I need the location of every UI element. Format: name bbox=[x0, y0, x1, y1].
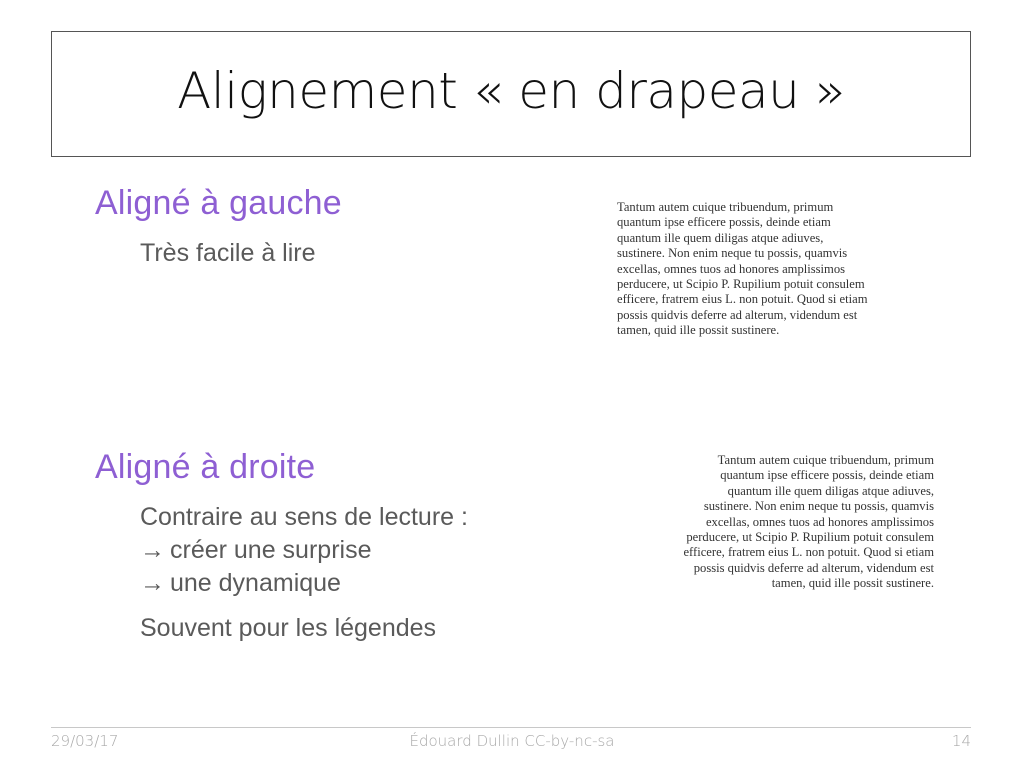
left-aligned-sample-paragraph bbox=[617, 200, 927, 339]
sample-line: quantum ille quem diligas atque adiuves, bbox=[617, 230, 824, 245]
sample-line: possis quidvis deferre ad alterum, videndum est bbox=[617, 307, 858, 322]
dynamic-text: une dynamique bbox=[170, 569, 341, 597]
sample-line: perducere, ut Scipio P. Rupilium potuit consulem bbox=[686, 530, 934, 545]
sample-line: Tantum autem cuique tribuendum, primum bbox=[717, 453, 934, 467]
sample-line: quantum ille quem diligas atque adiuves, bbox=[727, 483, 934, 498]
heading-right-aligned: Aligné à droite bbox=[95, 448, 316, 486]
description-line-dynamic bbox=[140, 567, 468, 600]
heading-left-aligned: Aligné à gauche bbox=[95, 184, 342, 222]
surprise-text: créer une surprise bbox=[170, 536, 372, 564]
sample-line: tamen, quid ille possit sustinere. bbox=[771, 576, 934, 591]
sample-line: quantum ipse efficere possis, deinde etiam bbox=[720, 468, 934, 483]
footer-divider bbox=[51, 727, 971, 728]
sample-line: possis quidvis deferre ad alterum, videndum est bbox=[693, 560, 934, 575]
slide-title: Alignement « en drapeau » bbox=[177, 62, 845, 120]
title-box bbox=[51, 31, 971, 157]
sample-line: quantum ipse efficere possis, deinde etiam bbox=[617, 215, 831, 230]
sample-line: efficere, fratrem eius L. non potuit. Quod si etiam bbox=[683, 545, 934, 560]
sample-line: excellas, omnes tuos ad honores amplissimos bbox=[705, 514, 934, 529]
page-number: 14 bbox=[951, 732, 971, 750]
sample-line: Tantum autem cuique tribuendum, primum bbox=[617, 200, 834, 214]
sample-line: sustinere. Non enim neque tu possis, quamvis bbox=[617, 246, 848, 261]
captions-note: Souvent pour les légendes bbox=[140, 614, 437, 642]
description-line-reading-direction: Contraire au sens de lecture : bbox=[140, 503, 468, 531]
description-line-surprise bbox=[140, 534, 468, 567]
right-aligned-sample-paragraph bbox=[624, 453, 934, 592]
arrow-icon: → bbox=[140, 536, 165, 564]
sample-line: tamen, quid ille possit sustinere. bbox=[617, 323, 780, 338]
right-aligned-description bbox=[140, 501, 468, 600]
left-aligned-description: Très facile à lire bbox=[140, 239, 316, 267]
footer-date: 29/03/17 bbox=[51, 732, 119, 750]
sample-line: sustinere. Non enim neque tu possis, quamvis bbox=[703, 499, 934, 514]
sample-line: efficere, fratrem eius L. non potuit. Quod si etiam bbox=[617, 292, 868, 307]
sample-line: perducere, ut Scipio P. Rupilium potuit consulem bbox=[617, 277, 865, 292]
arrow-icon: → bbox=[140, 569, 165, 597]
footer-author: Édouard Dullin CC-by-nc-sa bbox=[409, 732, 615, 750]
sample-line: excellas, omnes tuos ad honores amplissimos bbox=[617, 261, 846, 276]
